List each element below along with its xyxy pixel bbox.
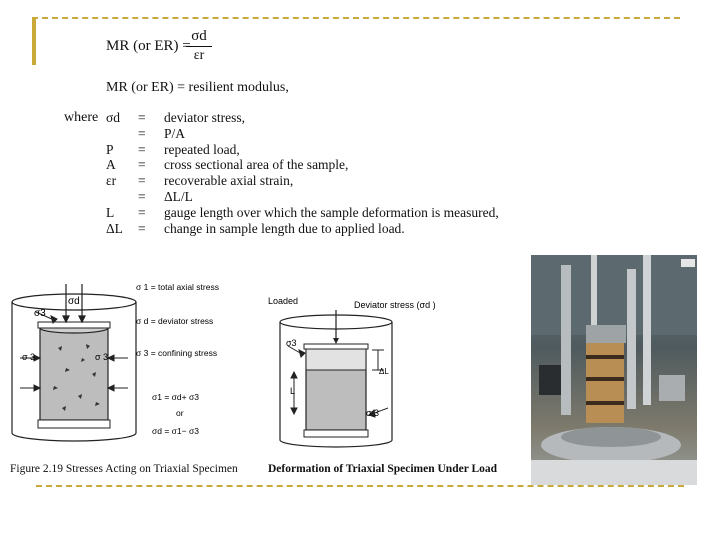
definition-row: ΔL = change in sample length due to applied load. [106,220,405,236]
bottom-platen [304,430,368,437]
slide-frame-top [32,17,680,19]
top-platen [304,344,368,349]
definition-title: MR (or ER) = resilient modulus, [106,80,289,95]
top-platen [38,322,110,328]
figure-deformation-diagram [258,290,498,460]
definition-row: = ΔL/L [138,188,193,204]
figure-stresses-diagram [6,278,256,458]
definition-row: L = gauge length over which the sample deformation is measured, [106,204,499,220]
sigma-3-left-label: σ 3 [22,352,36,362]
load-arrow-icon [333,338,339,344]
relation-1: σ1 = σd+ σ3 [152,392,199,402]
sigma-3-right-label: σ 3 [366,408,380,418]
definition-row: P = repeated load, [106,141,240,157]
definition-row: A = cross sectional area of the sample, [106,157,349,173]
photo-illustration [531,255,697,485]
legend-confining: σ 3 = confining stress [136,348,218,358]
triaxial-apparatus-photo [531,255,697,485]
figure1-caption: Figure 2.19 Stresses Acting on Triaxial Specimen [10,463,238,475]
definition-row: = P/A [138,125,186,141]
delta-l-label: ΔL [379,367,389,376]
specimen-deformed-zone [306,348,366,370]
definition-row: σd = deviator stress, [106,110,245,125]
sigma-d-label: σd [68,296,80,307]
l-label: L [290,386,296,396]
figure2-caption: Deformation of Triaxial Specimen Under Load [268,463,498,475]
relation-2: σd = σ1− σ3 [152,426,199,436]
fraction-bar [186,46,212,47]
definitions-list [106,110,499,236]
slide-frame-left [32,17,36,65]
deviator-stress-label: Deviator stress (σd ) [354,300,436,310]
definition-row: εr = recoverable axial strain, [106,173,294,189]
chamber-bottom-ellipse [280,440,392,447]
relation-or: or [176,408,184,418]
sigma-3-right-label: σ 3 [95,352,109,362]
sigma-3-top-label: σ3 [286,338,297,348]
fraction-denominator: εr [193,48,205,63]
fraction-numerator: σd [191,28,207,44]
specimen-body [40,328,108,420]
chamber-bottom-ellipse [12,433,136,441]
loaded-label: Loaded [268,296,299,306]
sigma-3-top-label: σ3 [34,308,46,319]
equation-lhs: MR (or ER) = [106,38,191,54]
equation-fraction [186,28,212,64]
legend-deviator: σ d = deviator stress [136,316,214,326]
slide-frame-bottom [36,485,684,487]
legend-total-axial: σ 1 = total axial stress [136,282,219,292]
where-label: where [64,110,99,125]
bottom-platen [38,420,110,428]
